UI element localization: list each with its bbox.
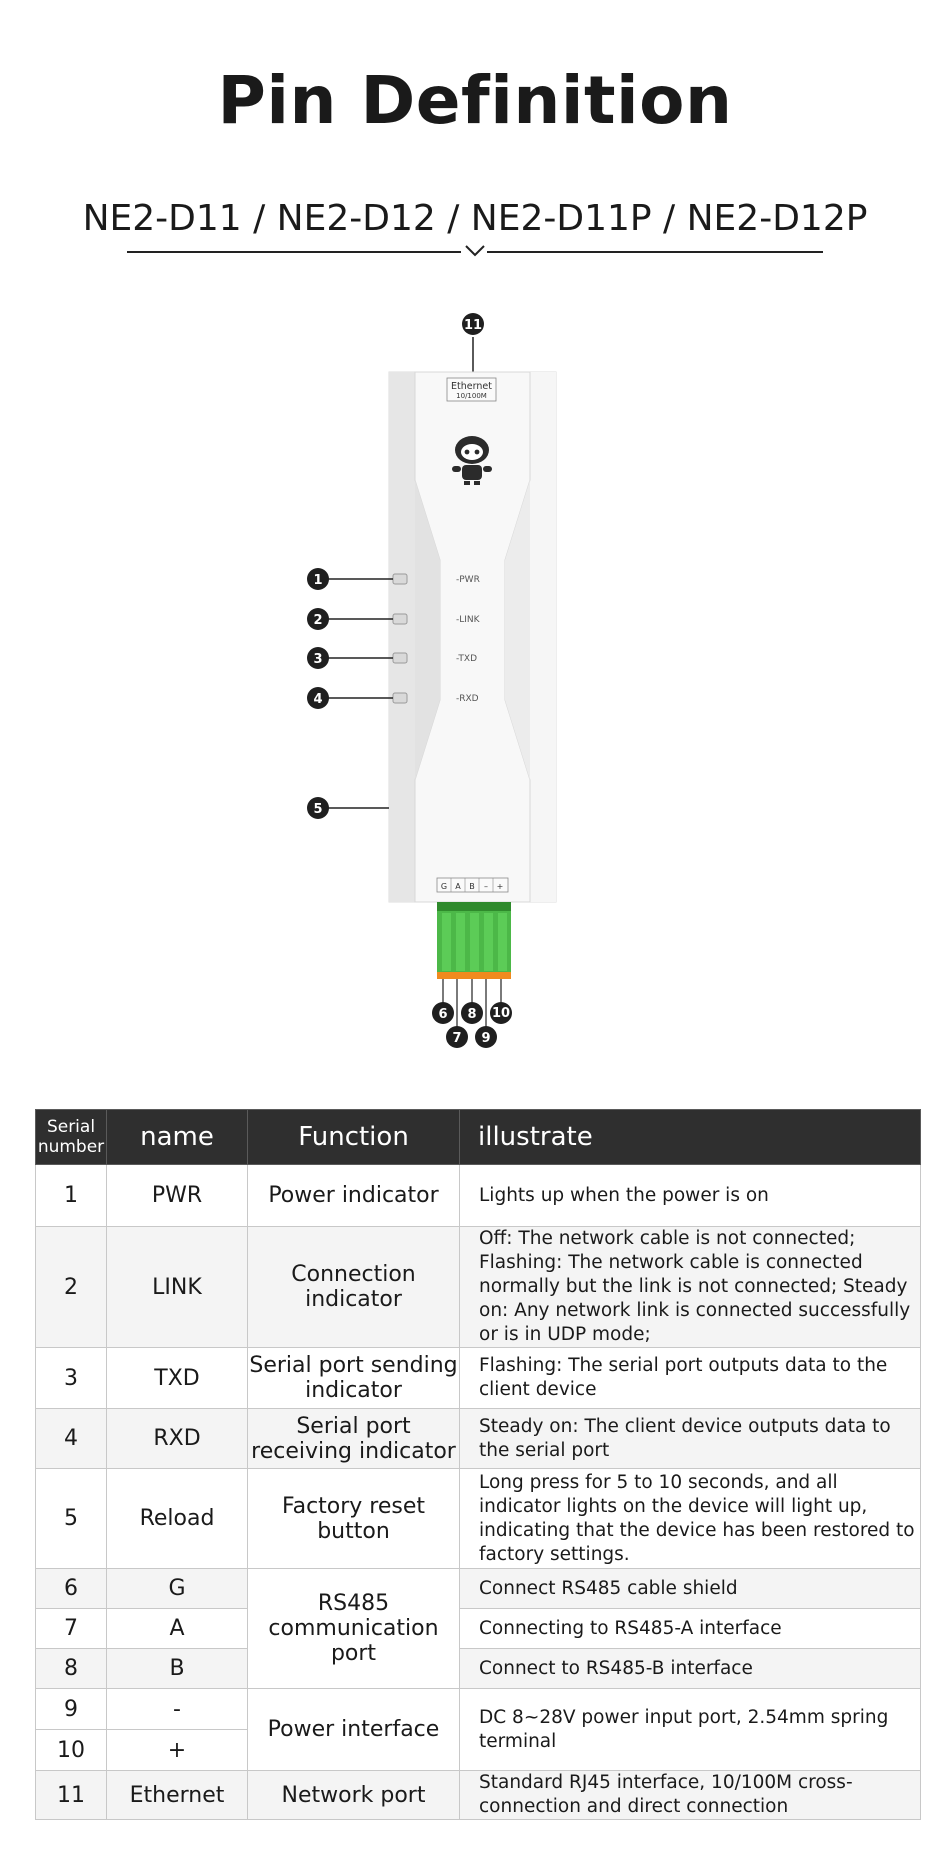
terminal-label-b: B	[469, 882, 475, 891]
table-row	[36, 1409, 921, 1469]
led-rxd	[393, 693, 407, 703]
cell-function: Power indicator	[248, 1165, 460, 1227]
cell-description-merged: DC 8~28V power input port, 2.54mm spring terminal	[460, 1689, 921, 1771]
table-row	[36, 1348, 921, 1409]
svg-text:9: 9	[481, 1031, 491, 1046]
table-row	[36, 1689, 921, 1730]
callout-4	[307, 687, 329, 709]
cell-serial: 3	[36, 1348, 107, 1409]
table-row	[36, 1649, 921, 1689]
terminal-block	[437, 902, 511, 979]
callout-9	[475, 1026, 497, 1048]
callout-3	[307, 647, 329, 669]
cell-name: TXD	[107, 1348, 248, 1409]
cell-description: Lights up when the power is on	[460, 1165, 921, 1227]
cell-function: Network port	[248, 1771, 460, 1820]
pin-definition-table	[35, 1109, 921, 1820]
cell-description: Connect RS485 cable shield	[460, 1569, 921, 1609]
cell-serial: 6	[36, 1569, 107, 1609]
svg-text:6: 6	[438, 1007, 448, 1022]
cell-description: Off: The network cable is not connected; Flashing: The network cable is connected normally but the link is not connected; Steady on: Any network link is connected successfully or is in UDP mode;	[460, 1227, 921, 1348]
terminal-label-g: G	[440, 882, 448, 891]
table-row	[36, 1609, 921, 1649]
table-row	[36, 1469, 921, 1569]
svg-text:4: 4	[313, 692, 323, 707]
cell-description: Long press for 5 to 10 seconds, and all indicator lights on the device will light up, indicating that the device has been restored to factory settings.	[460, 1469, 921, 1569]
cell-serial: 2	[36, 1227, 107, 1348]
cell-name: -	[107, 1689, 248, 1730]
led-txd	[393, 653, 407, 663]
cell-name: PWR	[107, 1165, 248, 1227]
table-row	[36, 1165, 921, 1227]
cell-description: Steady on: The client device outputs data to the serial port	[460, 1409, 921, 1469]
cell-name: LINK	[107, 1227, 248, 1348]
cell-name: G	[107, 1569, 248, 1609]
svg-text:10: 10	[491, 1006, 511, 1021]
subtitle-divider-left	[127, 251, 461, 253]
svg-text:2: 2	[313, 613, 323, 628]
led-label-link: -LINK	[456, 615, 480, 625]
led-label-rxd: -RXD	[456, 694, 479, 704]
cell-name: B	[107, 1649, 248, 1689]
cell-function-merged: Power interface	[248, 1689, 460, 1771]
terminal-label-a: A	[455, 882, 461, 891]
cell-serial: 5	[36, 1469, 107, 1569]
cell-serial: 11	[36, 1771, 107, 1820]
device-illustration	[0, 300, 950, 1060]
cell-serial: 9	[36, 1689, 107, 1730]
header-name: name	[107, 1110, 248, 1165]
callout-10	[490, 1002, 512, 1024]
callout-2	[307, 608, 329, 630]
svg-text:3: 3	[313, 652, 323, 667]
cell-function-merged: RS485 communication port	[248, 1569, 460, 1689]
cell-name: A	[107, 1609, 248, 1649]
cell-description: Connect to RS485-B interface	[460, 1649, 921, 1689]
svg-text:11: 11	[463, 318, 483, 333]
callout-1	[307, 568, 329, 590]
cell-description: Connecting to RS485-A interface	[460, 1609, 921, 1649]
header-illustrate: illustrate	[460, 1110, 921, 1165]
svg-text:5: 5	[313, 802, 323, 817]
page-title: Pin Definition	[217, 62, 733, 139]
ethernet-label: Ethernet	[451, 381, 492, 392]
terminal-label-minus: –	[484, 882, 488, 891]
svg-text:8: 8	[467, 1007, 477, 1022]
cell-description: Standard RJ45 interface, 10/100M cross-connection and direct connection	[460, 1771, 921, 1820]
cell-serial: 10	[36, 1730, 107, 1771]
cell-name: +	[107, 1730, 248, 1771]
cell-serial: 1	[36, 1165, 107, 1227]
cell-description: Flashing: The serial port outputs data to the client device	[460, 1348, 921, 1409]
table-row	[36, 1569, 921, 1609]
model-subtitle: NE2-D11 / NE2-D12 / NE2-D11P / NE2-D12P	[82, 198, 868, 239]
callout-8	[461, 1002, 483, 1024]
header-function: Function	[248, 1110, 460, 1165]
table-row	[36, 1771, 921, 1820]
cell-name: Reload	[107, 1469, 248, 1569]
terminal-label-plus: +	[496, 882, 504, 891]
cell-function: Factory reset button	[248, 1469, 460, 1569]
callout-11	[462, 313, 484, 335]
led-link	[393, 614, 407, 624]
ethernet-speed-label: 10/100M	[456, 392, 487, 400]
cell-function: Serial port receiving indicator	[248, 1409, 460, 1469]
header-serial-number: Serial number	[36, 1110, 107, 1165]
chevron-down-icon	[463, 243, 487, 259]
svg-text:1: 1	[313, 573, 323, 588]
cell-serial: 8	[36, 1649, 107, 1689]
cell-function: Serial port sending indicator	[248, 1348, 460, 1409]
cell-function: Connection indicator	[248, 1227, 460, 1348]
callout-5	[307, 797, 329, 819]
callout-7	[446, 1026, 468, 1048]
table-header-row	[36, 1110, 921, 1165]
cell-name: Ethernet	[107, 1771, 248, 1820]
led-label-pwr: -PWR	[456, 575, 480, 585]
cell-name: RXD	[107, 1409, 248, 1469]
subtitle-divider-right	[487, 251, 823, 253]
led-pwr	[393, 574, 407, 584]
cell-serial: 7	[36, 1609, 107, 1649]
cell-serial: 4	[36, 1409, 107, 1469]
led-label-txd: -TXD	[456, 654, 478, 664]
callout-6	[432, 1002, 454, 1024]
table-row	[36, 1227, 921, 1348]
svg-text:7: 7	[452, 1031, 462, 1046]
